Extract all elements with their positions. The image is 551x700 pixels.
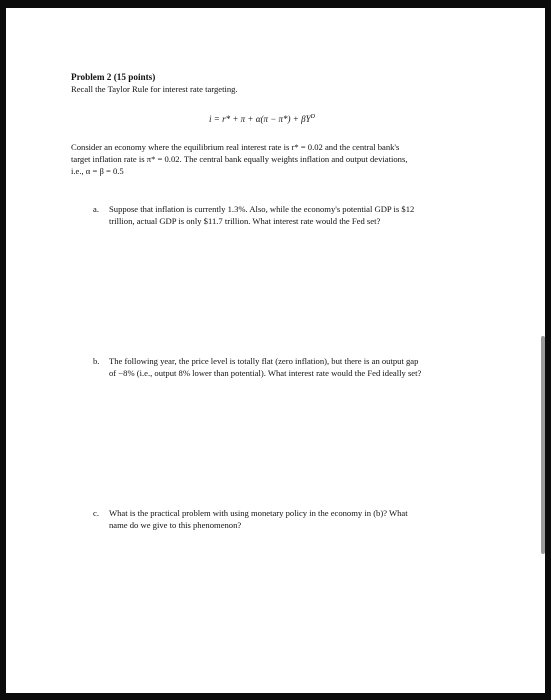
context-line-1: Consider an economy where the equilibrium real interest rate is r* = 0.02 and the central bank's	[71, 142, 400, 152]
problem-intro: Recall the Taylor Rule for interest rate targeting.	[71, 84, 238, 94]
question-a-label: a.	[93, 204, 99, 214]
context-line-2: target inflation rate is π* = 0.02. The central bank equally weights inflation and output deviations,	[71, 154, 408, 164]
document-page	[6, 8, 545, 693]
problem-title: Problem 2 (15 points)	[71, 72, 156, 82]
question-b-line-2: of −8% (i.e., output 8% lower than potential). What interest rate would the Fed ideally set?	[109, 368, 422, 378]
question-a-line-1: Suppose that inflation is currently 1.3%. Also, while the economy's potential GDP is $12	[109, 204, 415, 214]
question-c-label: c.	[93, 508, 99, 518]
question-c-line-2: name do we give to this phenomenon?	[109, 520, 242, 530]
question-b-line-1: The following year, the price level is totally flat (zero inflation), but there is an output gap	[109, 356, 419, 366]
context-line-3: i.e., α = β = 0.5	[71, 166, 124, 176]
vertical-scrollbar[interactable]	[541, 336, 545, 554]
formula-superscript: D	[310, 114, 315, 120]
question-b-label: b.	[93, 356, 100, 366]
taylor-rule-formula	[209, 112, 315, 125]
question-a-line-2: trillion, actual GDP is only $11.7 trillion. What interest rate would the Fed set?	[109, 216, 381, 226]
formula-text: i = r* + π + α(π − π*) + βY	[209, 114, 311, 124]
question-c-line-1: What is the practical problem with using monetary policy in the economy in (b)? What	[109, 508, 408, 518]
